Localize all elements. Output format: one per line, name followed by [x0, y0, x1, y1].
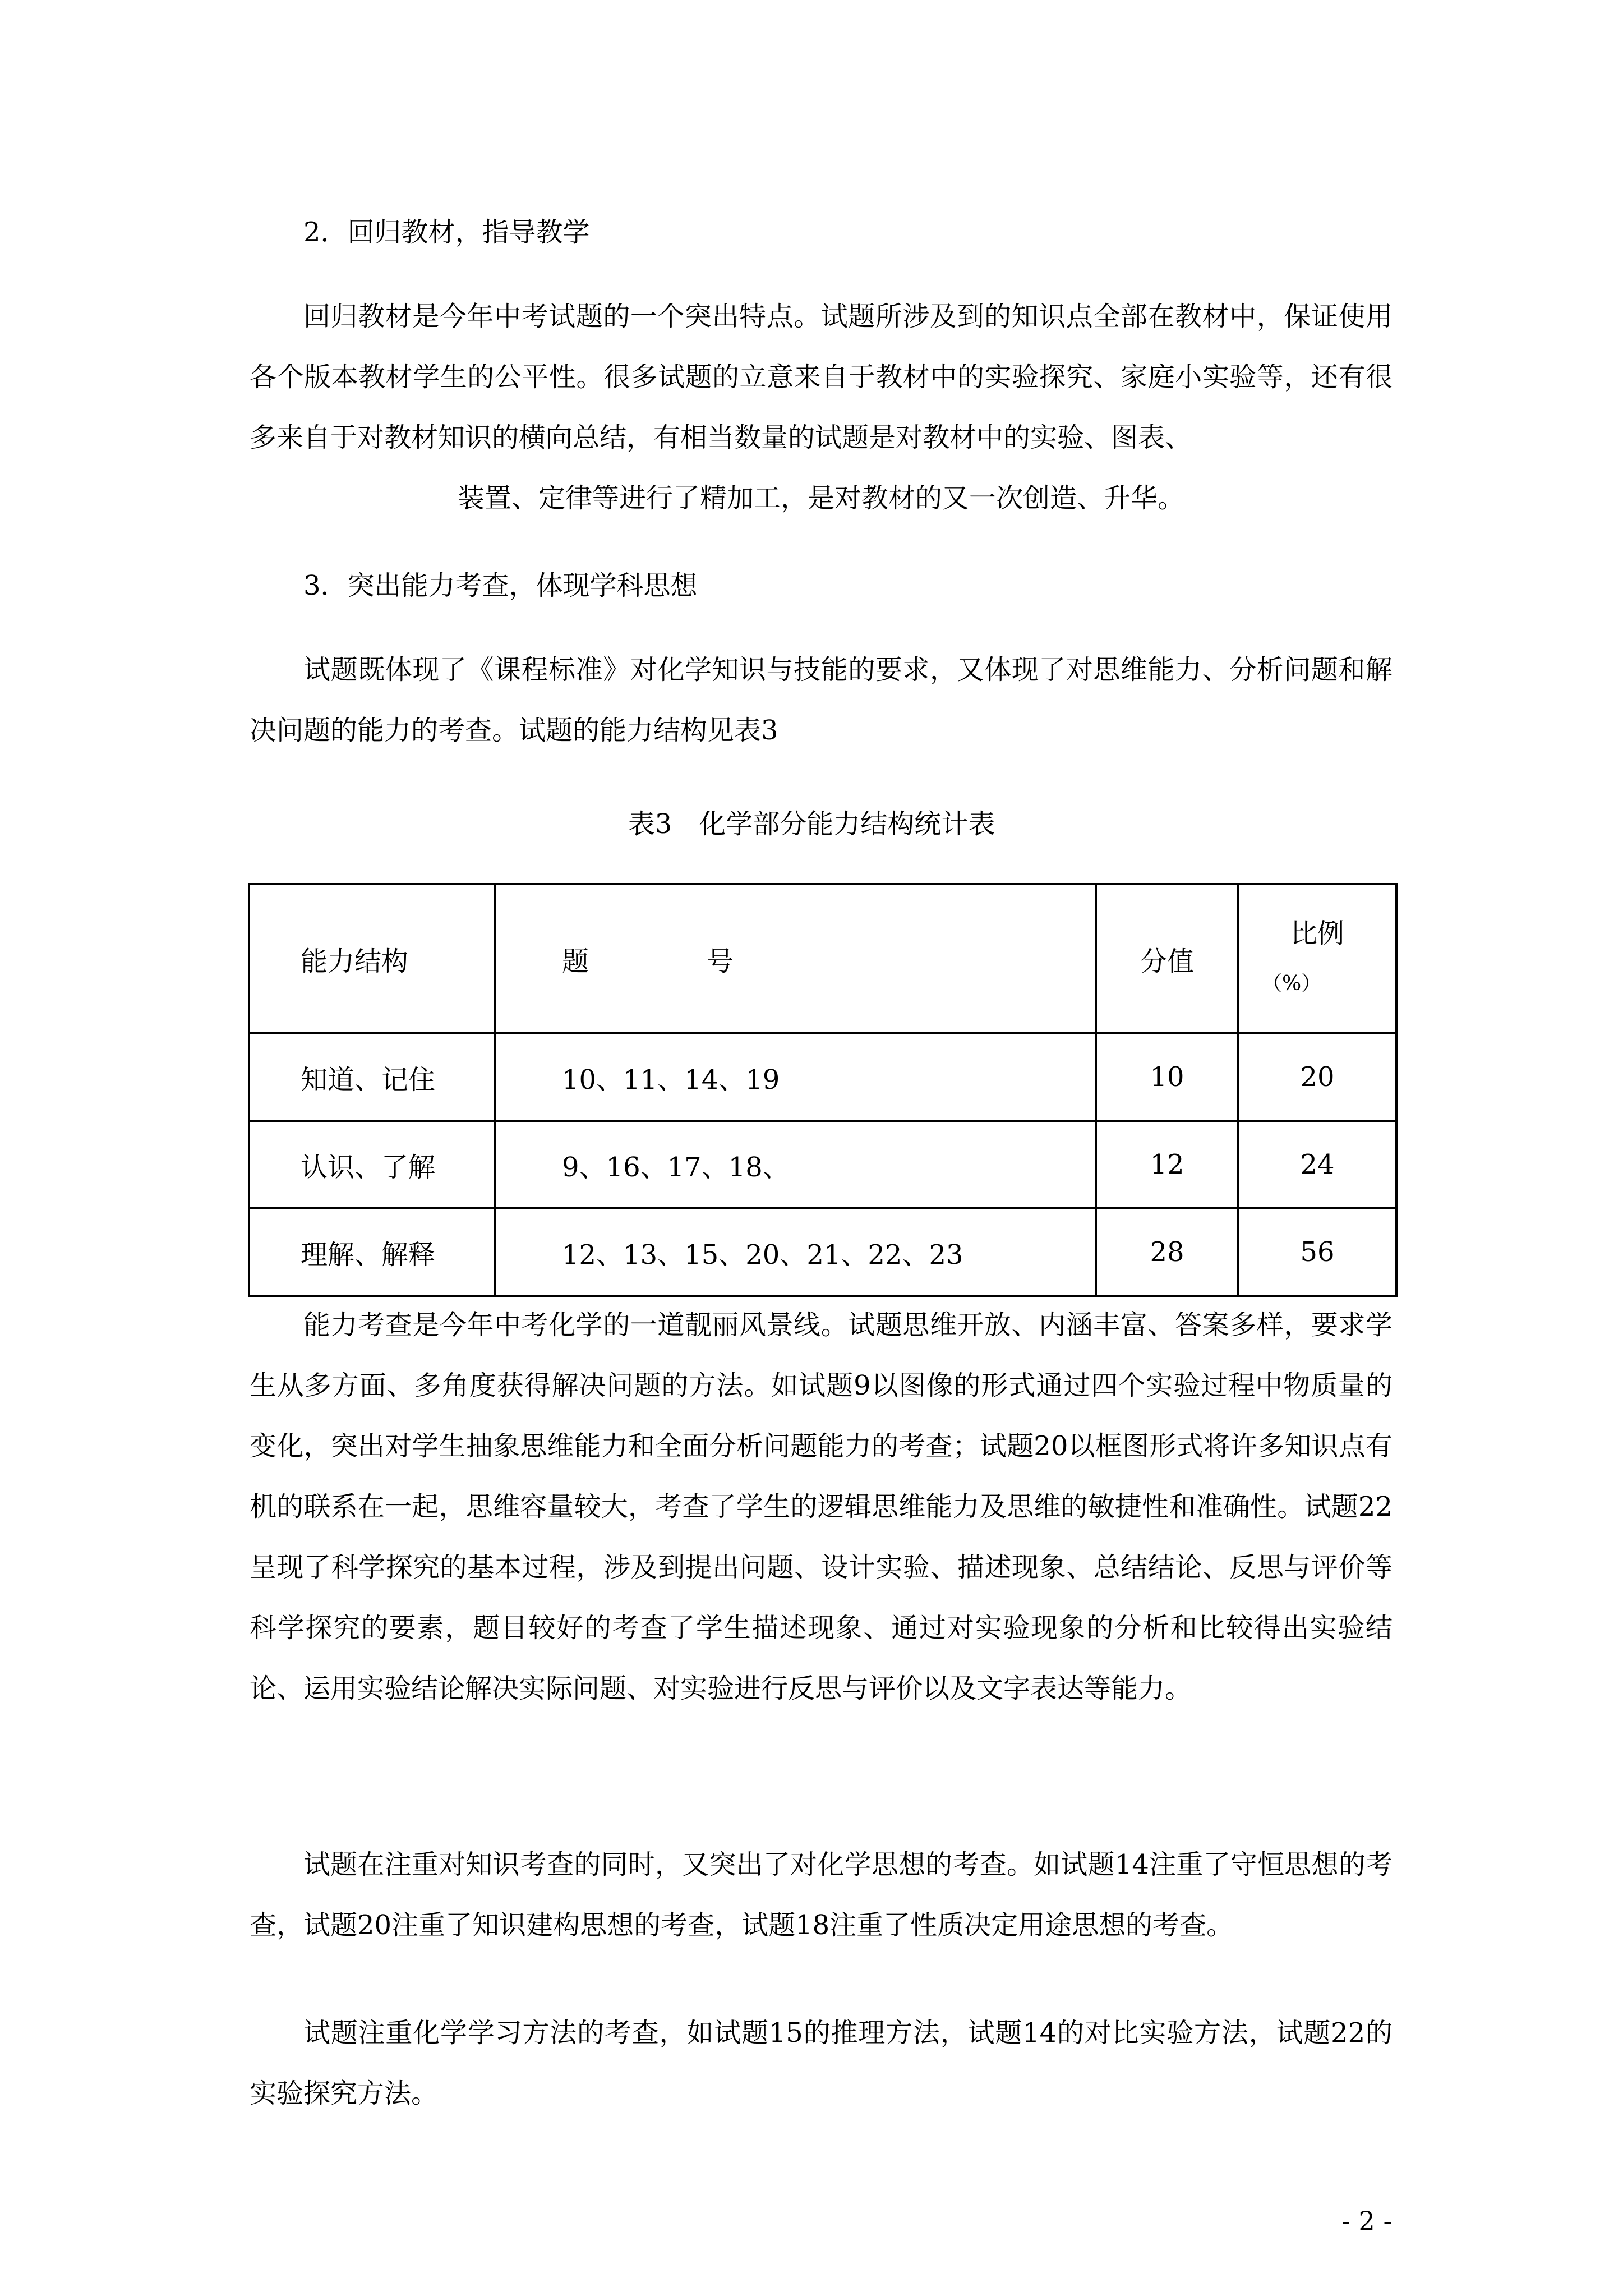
- row-ratio: 20: [1238, 1033, 1396, 1121]
- header-ratio-unit: （%）: [1262, 972, 1322, 995]
- page-number: - 2 -: [1341, 2206, 1392, 2236]
- header-question-b: 号: [707, 945, 734, 977]
- row-ability: 知道、记住: [249, 1033, 495, 1121]
- table-row: [249, 1208, 1396, 1296]
- section-2-paragraph-last-line: 装置、定律等进行了精加工，是对教材的又一次创造、升华。: [457, 482, 1184, 514]
- section-2-heading: 2．回归教材，指导教学: [303, 217, 590, 248]
- section-2-paragraph: 回归教材是今年中考试题的一个突出特点。试题所涉及到的知识点全部在教材中，保证使用各个版本教材学生的公平性。很多试题的立意来自于教材中的实验探究、家庭小实验等，还有很多来自于对教材知识的横向总结，有相当数量的试题是对教材中的实验、图表、: [250, 301, 1393, 453]
- row-score: 10: [1096, 1033, 1238, 1121]
- table-row: [249, 1033, 1396, 1121]
- header-question-number: [495, 884, 1096, 1033]
- table-row: [249, 1121, 1396, 1208]
- row-score: 28: [1096, 1208, 1238, 1296]
- header-ability: 能力结构: [249, 884, 495, 1033]
- section-3-paragraph: 试题既体现了《课程标准》对化学知识与技能的要求，又体现了对思维能力、分析问题和解决问题的能力的考查。试题的能力结构见表3: [250, 654, 1393, 746]
- ability-analysis-paragraph: 能力考查是今年中考化学的一道靓丽风景线。试题思维开放、内涵丰富、答案多样，要求学生从多方面、多角度获得解决问题的方法。如试题9以图像的形式通过四个实验过程中物质量的变化，突出对学生抽象思维能力和全面分析问题能力的考查；试题20以框图形式将许多知识点有机的联系在一起，思维容量较大，考查了学生的逻辑思维能力及思维的敏捷性和准确性。试题22呈现了科学探究的基本过程，涉及到提出问题、设计实验、描述现象、总结结论、反思与评价等科学探究的要素，题目较好的考查了学生描述现象、通过对实验现象的分析和比较得出实验结论、运用实验结论解决实际问题、对实验进行反思与评价以及文字表达等能力。: [250, 1309, 1393, 1704]
- header-ratio: [1238, 884, 1396, 1033]
- row-ratio: 56: [1238, 1208, 1396, 1296]
- row-ability: 认识、了解: [249, 1121, 495, 1208]
- row-questions: 9、16、17、18、: [495, 1121, 1096, 1208]
- row-questions: 12、13、15、20、21、22、23: [495, 1208, 1096, 1296]
- table-header-row: [249, 884, 1396, 1033]
- section-3-heading: 3．突出能力考查，体现学科思想: [303, 570, 698, 601]
- header-ratio-label: 比例: [1290, 918, 1344, 949]
- row-score: 12: [1096, 1121, 1238, 1208]
- row-ratio: 24: [1238, 1121, 1396, 1208]
- learning-method-paragraph: 试题注重化学学习方法的考查，如试题15的推理方法，试题14的对比实验方法，试题22的实验探究方法。: [250, 2017, 1393, 2109]
- chemistry-thought-paragraph: 试题在注重对知识考查的同时，又突出了对化学思想的考查。如试题14注重了守恒思想的考查，试题20注重了知识建构思想的考查，试题18注重了性质决定用途思想的考查。: [250, 1849, 1393, 1941]
- table-caption: 表3 化学部分能力结构统计表: [628, 808, 995, 840]
- header-question-a: 题: [562, 945, 589, 977]
- ability-structure-table: [248, 883, 1398, 1297]
- row-questions: 10、11、14、19: [495, 1033, 1096, 1121]
- header-score: 分值: [1096, 884, 1238, 1033]
- row-ability: 理解、解释: [249, 1208, 495, 1296]
